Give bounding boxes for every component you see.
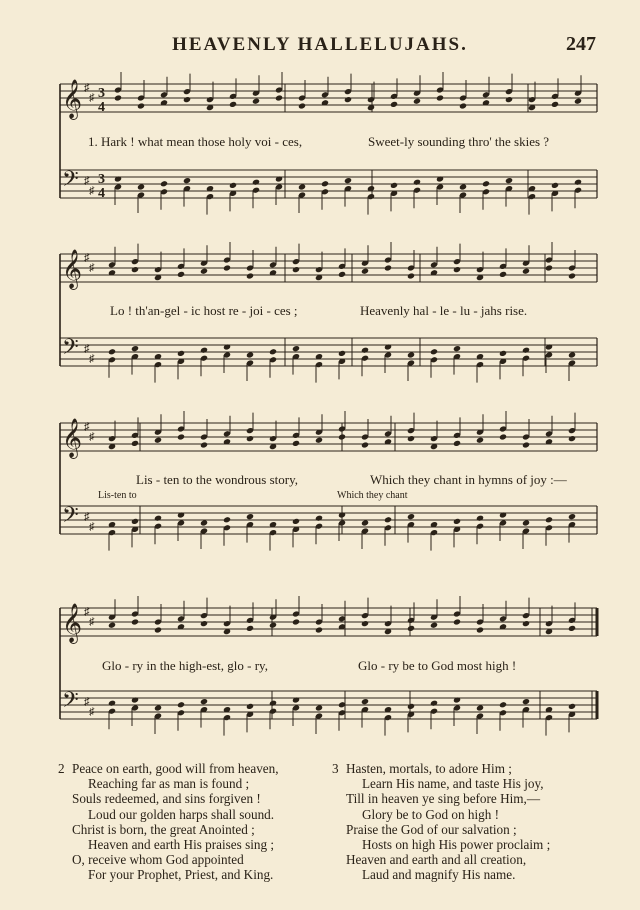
note-head bbox=[108, 700, 116, 707]
note-head bbox=[407, 703, 415, 710]
note-head bbox=[200, 441, 208, 448]
note-head bbox=[275, 94, 283, 101]
note-head bbox=[183, 177, 191, 184]
note-head bbox=[482, 180, 490, 187]
note-head bbox=[384, 343, 392, 350]
note-head bbox=[269, 348, 277, 355]
note-head bbox=[229, 182, 237, 189]
verse-line: Souls redeemed, and sins forgiven ! bbox=[72, 791, 261, 807]
note-head bbox=[407, 435, 415, 442]
note-head bbox=[453, 618, 461, 625]
note-head bbox=[246, 435, 254, 442]
note-head bbox=[522, 620, 530, 627]
note-head bbox=[223, 343, 231, 350]
note-head bbox=[114, 175, 122, 182]
page-number: 247 bbox=[566, 33, 596, 55]
verse-line: Loud our golden harps shall sound. bbox=[88, 806, 275, 822]
sharp-icon: ♯ bbox=[89, 521, 95, 533]
note-head bbox=[131, 440, 139, 447]
note-head bbox=[522, 347, 530, 354]
lyric-line: Glo - ry in the high-est, glo - ry, bbox=[102, 658, 268, 673]
note-head bbox=[315, 515, 323, 522]
note-head bbox=[430, 622, 438, 629]
note-head bbox=[131, 518, 139, 525]
note-head bbox=[200, 620, 208, 627]
treble-clef-icon: 𝄞 bbox=[62, 603, 83, 643]
note-head bbox=[183, 96, 191, 103]
note-head bbox=[407, 351, 415, 358]
note-head bbox=[131, 266, 139, 273]
note-head bbox=[413, 98, 421, 105]
note-head bbox=[338, 511, 346, 518]
note-head bbox=[522, 441, 530, 448]
sharp-icon: ♯ bbox=[84, 175, 90, 187]
note-head bbox=[430, 348, 438, 355]
sharp-icon: ♯ bbox=[89, 431, 95, 443]
verse-line: Hosts on high His power proclaim ; bbox=[362, 837, 551, 853]
note-head bbox=[522, 519, 530, 526]
sharp-icon: ♯ bbox=[89, 353, 95, 365]
note-head bbox=[522, 698, 530, 705]
note-head bbox=[108, 622, 116, 629]
note-head bbox=[453, 440, 461, 447]
note-head bbox=[568, 625, 576, 632]
note-head bbox=[505, 96, 513, 103]
lyric-line: Lis - ten to the wondrous story, bbox=[136, 472, 298, 487]
lyric-line: Heavenly hal - le - lu - jahs rise. bbox=[360, 303, 528, 318]
note-head bbox=[298, 183, 306, 190]
note-head bbox=[459, 102, 467, 109]
note-head bbox=[476, 437, 484, 444]
note-head bbox=[453, 696, 461, 703]
lyric-line: Sweet-ly sounding thro' the skies ? bbox=[368, 134, 550, 149]
note-head bbox=[390, 182, 398, 189]
note-head bbox=[269, 622, 277, 629]
note-head bbox=[344, 96, 352, 103]
note-head bbox=[200, 347, 208, 354]
bass-clef-icon: 𝄢 bbox=[62, 688, 79, 718]
note-head bbox=[108, 348, 116, 355]
note-head bbox=[390, 101, 398, 108]
note-head bbox=[505, 177, 513, 184]
note-head bbox=[344, 177, 352, 184]
note-head bbox=[476, 515, 484, 522]
sharp-icon: ♯ bbox=[84, 343, 90, 355]
note-head bbox=[551, 182, 559, 189]
note-head bbox=[275, 175, 283, 182]
note-head bbox=[154, 626, 162, 633]
bass-clef-icon: 𝄢 bbox=[62, 503, 79, 533]
bass-clef-icon: 𝄢 bbox=[62, 167, 79, 197]
note-head bbox=[246, 513, 254, 520]
time-signature: 4 bbox=[98, 186, 105, 201]
verse-line: Laud and magnify His name. bbox=[362, 867, 516, 883]
note-head bbox=[361, 268, 369, 275]
note-head bbox=[499, 511, 507, 518]
note-head bbox=[361, 519, 369, 526]
note-head bbox=[292, 518, 300, 525]
note-head bbox=[361, 347, 369, 354]
note-head bbox=[499, 433, 507, 440]
note-head bbox=[545, 516, 553, 523]
note-head bbox=[177, 701, 185, 708]
note-head bbox=[154, 437, 162, 444]
note-head bbox=[223, 516, 231, 523]
treble-clef-icon: 𝄞 bbox=[62, 249, 83, 289]
note-head bbox=[361, 620, 369, 627]
note-head bbox=[177, 511, 185, 518]
lyric-line: 1. Hark ! what mean those holy voi - ces, bbox=[88, 134, 303, 149]
note-head bbox=[384, 516, 392, 523]
note-head bbox=[131, 345, 139, 352]
note-head bbox=[545, 343, 553, 350]
verse-number: 3 bbox=[332, 761, 339, 776]
time-signature: 3 bbox=[98, 86, 105, 101]
note-head bbox=[298, 102, 306, 109]
note-head bbox=[246, 703, 254, 710]
note-head bbox=[476, 704, 484, 711]
note-head bbox=[568, 272, 576, 279]
note-head bbox=[568, 351, 576, 358]
note-head bbox=[154, 704, 162, 711]
sharp-icon: ♯ bbox=[89, 92, 95, 104]
sharp-icon: ♯ bbox=[84, 82, 90, 94]
note-head bbox=[292, 618, 300, 625]
note-head bbox=[453, 345, 461, 352]
note-head bbox=[568, 513, 576, 520]
note-head bbox=[315, 704, 323, 711]
note-head bbox=[246, 625, 254, 632]
verse-line: Heaven and earth and all creation, bbox=[346, 852, 527, 868]
verse-line: Learn His name, and taste His joy, bbox=[362, 776, 544, 792]
note-head bbox=[551, 101, 559, 108]
note-head bbox=[200, 268, 208, 275]
sharp-icon: ♯ bbox=[84, 606, 90, 618]
page-title: HEAVENLY HALLELUJAHS. bbox=[172, 34, 468, 55]
verse-number: 2 bbox=[58, 761, 65, 776]
note-head bbox=[522, 268, 530, 275]
verse-line: Hasten, mortals, to adore Him ; bbox=[346, 761, 512, 776]
note-head bbox=[292, 266, 300, 273]
time-signature: 4 bbox=[98, 100, 105, 115]
note-head bbox=[436, 94, 444, 101]
note-head bbox=[499, 350, 507, 357]
note-head bbox=[315, 437, 323, 444]
note-head bbox=[292, 345, 300, 352]
sharp-icon: ♯ bbox=[89, 706, 95, 718]
note-head bbox=[384, 264, 392, 271]
verse-line: Praise the God of our salvation ; bbox=[346, 821, 517, 837]
verse-line: Reaching far as man is found ; bbox=[88, 776, 250, 792]
note-head bbox=[436, 175, 444, 182]
note-head bbox=[177, 433, 185, 440]
note-head bbox=[223, 264, 231, 271]
note-head bbox=[269, 700, 277, 707]
note-head bbox=[568, 435, 576, 442]
note-head bbox=[137, 102, 145, 109]
verse-left bbox=[58, 761, 279, 883]
time-signature: 3 bbox=[98, 172, 105, 187]
note-head bbox=[453, 266, 461, 273]
verse-line: Christ is born, the great Anointed ; bbox=[72, 821, 255, 837]
note-head bbox=[200, 698, 208, 705]
note-head bbox=[574, 98, 582, 105]
note-head bbox=[338, 350, 346, 357]
verse-line: For your Prophet, Priest, and King. bbox=[88, 867, 274, 883]
note-head bbox=[338, 271, 346, 278]
note-head bbox=[413, 179, 421, 186]
note-head bbox=[407, 625, 415, 632]
note-head bbox=[177, 271, 185, 278]
lyric-line: Lo ! th'an-gel - ic host re - joi - ces ; bbox=[110, 303, 298, 318]
note-head bbox=[246, 351, 254, 358]
bass-cue-lyric: Which they chant bbox=[337, 490, 408, 501]
note-head bbox=[499, 701, 507, 708]
note-head bbox=[568, 703, 576, 710]
note-head bbox=[407, 272, 415, 279]
note-head bbox=[430, 700, 438, 707]
sharp-icon: ♯ bbox=[84, 252, 90, 264]
note-head bbox=[131, 696, 139, 703]
verse-line: Peace on earth, good will from heaven, bbox=[72, 761, 279, 776]
verse-right bbox=[332, 761, 550, 883]
sharp-icon: ♯ bbox=[89, 616, 95, 628]
note-head bbox=[361, 441, 369, 448]
note-head bbox=[252, 98, 260, 105]
note-head bbox=[154, 515, 162, 522]
note-head bbox=[131, 618, 139, 625]
lyric-line: Which they chant in hymns of joy :— bbox=[370, 472, 567, 487]
bass-cue-lyric: Lis-ten to bbox=[98, 490, 137, 501]
verse-line: O, receive whom God appointed bbox=[72, 852, 244, 868]
note-head bbox=[315, 626, 323, 633]
note-head bbox=[292, 696, 300, 703]
note-head bbox=[545, 264, 553, 271]
note-head bbox=[361, 698, 369, 705]
note-head bbox=[321, 180, 329, 187]
verse-line: Glory be to God on high ! bbox=[362, 806, 499, 822]
note-head bbox=[459, 183, 467, 190]
bass-clef-icon: 𝄢 bbox=[62, 335, 79, 365]
treble-clef-icon: 𝄞 bbox=[62, 79, 83, 119]
sharp-icon: ♯ bbox=[84, 511, 90, 523]
note-head bbox=[574, 179, 582, 186]
note-head bbox=[476, 626, 484, 633]
note-head bbox=[252, 179, 260, 186]
treble-clef-icon: 𝄞 bbox=[62, 418, 83, 458]
note-head bbox=[229, 101, 237, 108]
lyric-line: Glo - ry be to God most high ! bbox=[358, 658, 517, 673]
note-head bbox=[137, 183, 145, 190]
sharp-icon: ♯ bbox=[84, 421, 90, 433]
verse-line: Till in heaven ye sing before Him,— bbox=[346, 791, 541, 807]
note-head bbox=[200, 519, 208, 526]
note-head bbox=[407, 513, 415, 520]
sharp-icon: ♯ bbox=[84, 696, 90, 708]
note-head bbox=[246, 272, 254, 279]
note-head bbox=[499, 271, 507, 278]
note-head bbox=[338, 433, 346, 440]
note-head bbox=[114, 94, 122, 101]
note-head bbox=[177, 350, 185, 357]
sharp-icon: ♯ bbox=[89, 185, 95, 197]
note-head bbox=[160, 180, 168, 187]
note-head bbox=[292, 440, 300, 447]
note-head bbox=[453, 518, 461, 525]
sharp-icon: ♯ bbox=[89, 262, 95, 274]
verse-line: Heaven and earth His praises sing ; bbox=[88, 837, 275, 853]
